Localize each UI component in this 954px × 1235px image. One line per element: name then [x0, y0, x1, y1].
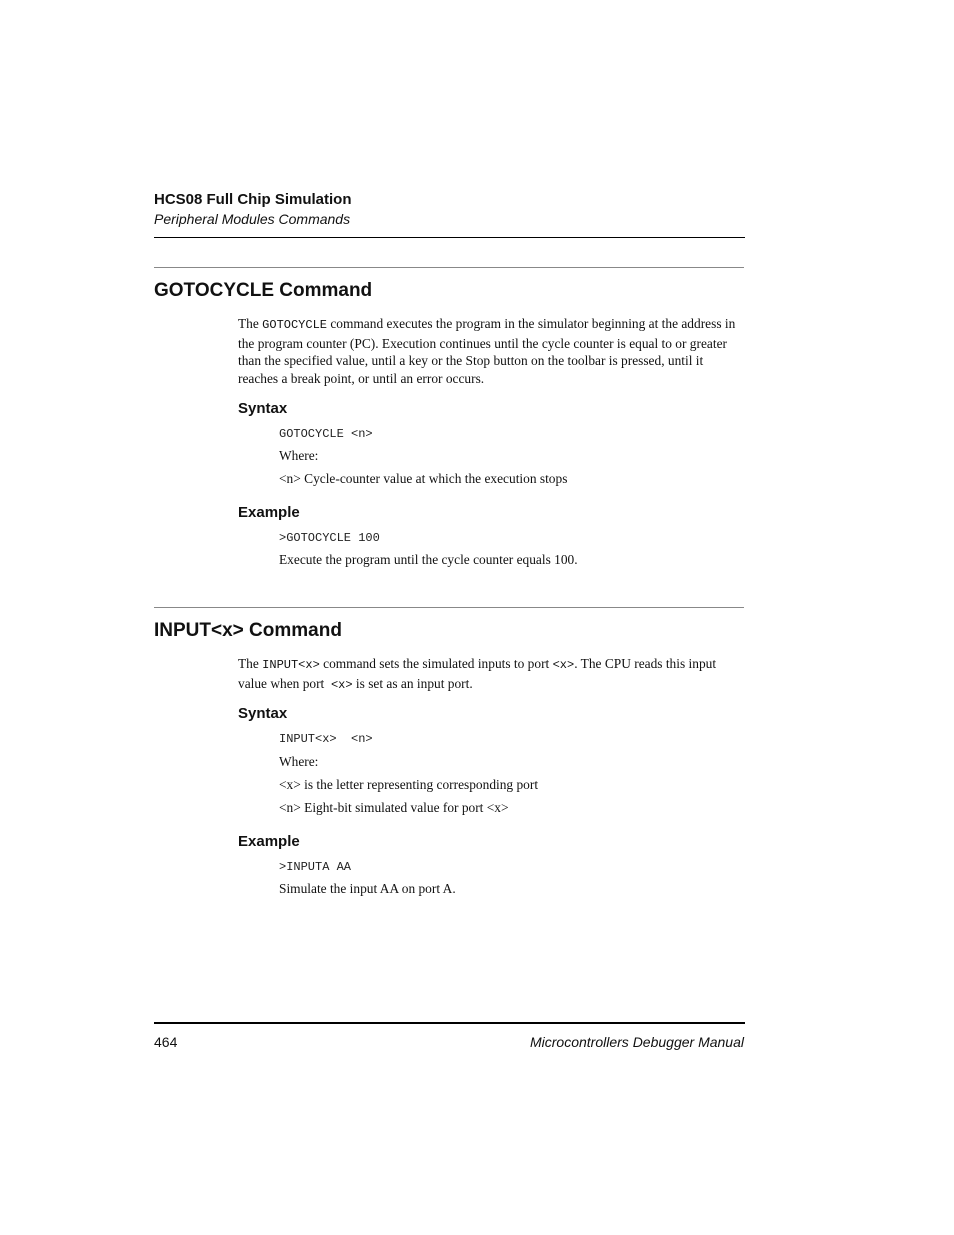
input-example-heading: Example: [238, 833, 300, 850]
section-divider-input: [154, 607, 744, 608]
gotocycle-syntax-heading: Syntax: [238, 400, 288, 417]
input-param-n: <n> Eight-bit simulated value for port <x>: [279, 800, 509, 815]
page-number: 464: [154, 1034, 178, 1050]
input-example-code: >INPUTA AA: [279, 860, 352, 874]
input-where-label: Where:: [279, 754, 319, 769]
input-example-text: Simulate the input AA on port A.: [279, 881, 456, 896]
gotocycle-desc-text-1: The: [238, 316, 263, 331]
input-desc-text-1: The: [238, 656, 263, 671]
input-desc-text-4: is set as an input port.: [352, 675, 473, 691]
gotocycle-example-heading: Example: [238, 504, 300, 521]
input-desc-code-3: <x>: [330, 677, 353, 692]
gotocycle-example-code: >GOTOCYCLE 100: [279, 531, 380, 545]
gotocycle-desc-code: GOTOCYCLE: [262, 318, 327, 332]
input-desc-text-2: command sets the simulated inputs to port: [319, 656, 553, 671]
input-syntax-code: INPUT<x> <n>: [279, 732, 373, 746]
input-desc-text-3: . The CPU reads this input value when port: [238, 656, 720, 691]
input-desc-code-1: INPUT<x>: [262, 658, 320, 672]
gotocycle-desc-text-2: command executes the program in the simulator beginning at the address in the program counter (PC). Execution continues until the cycle counter is equal to or greater than the specified value, until a key or the Stop button on the toolbar is pressed, until it reaches a break point, or until an error occurs.: [238, 316, 736, 386]
gotocycle-param-n: <n> Cycle-counter value at which the execution stops: [279, 471, 568, 486]
running-header-subtitle: Peripheral Modules Commands: [154, 211, 351, 227]
input-syntax-heading: Syntax: [238, 705, 288, 722]
gotocycle-syntax-code: GOTOCYCLE <n>: [279, 427, 373, 441]
input-param-x: <x> is the letter representing corresponding port: [279, 777, 539, 792]
gotocycle-where-label: Where:: [279, 448, 319, 463]
manual-title: Microcontrollers Debugger Manual: [530, 1034, 744, 1050]
section-title-gotocycle: GOTOCYCLE Command: [154, 280, 373, 301]
input-desc-code-2: <x>: [552, 658, 575, 672]
gotocycle-description: [238, 315, 744, 387]
gotocycle-example-text: Execute the program until the cycle counter equals 100.: [279, 552, 578, 567]
section-divider-gotocycle: [154, 267, 744, 268]
section-title-input: INPUT<x> Command: [154, 620, 342, 641]
running-header-title: HCS08 Full Chip Simulation: [154, 191, 352, 208]
header-divider: [154, 237, 745, 238]
footer-divider: [154, 1022, 745, 1024]
input-description: [238, 655, 744, 694]
